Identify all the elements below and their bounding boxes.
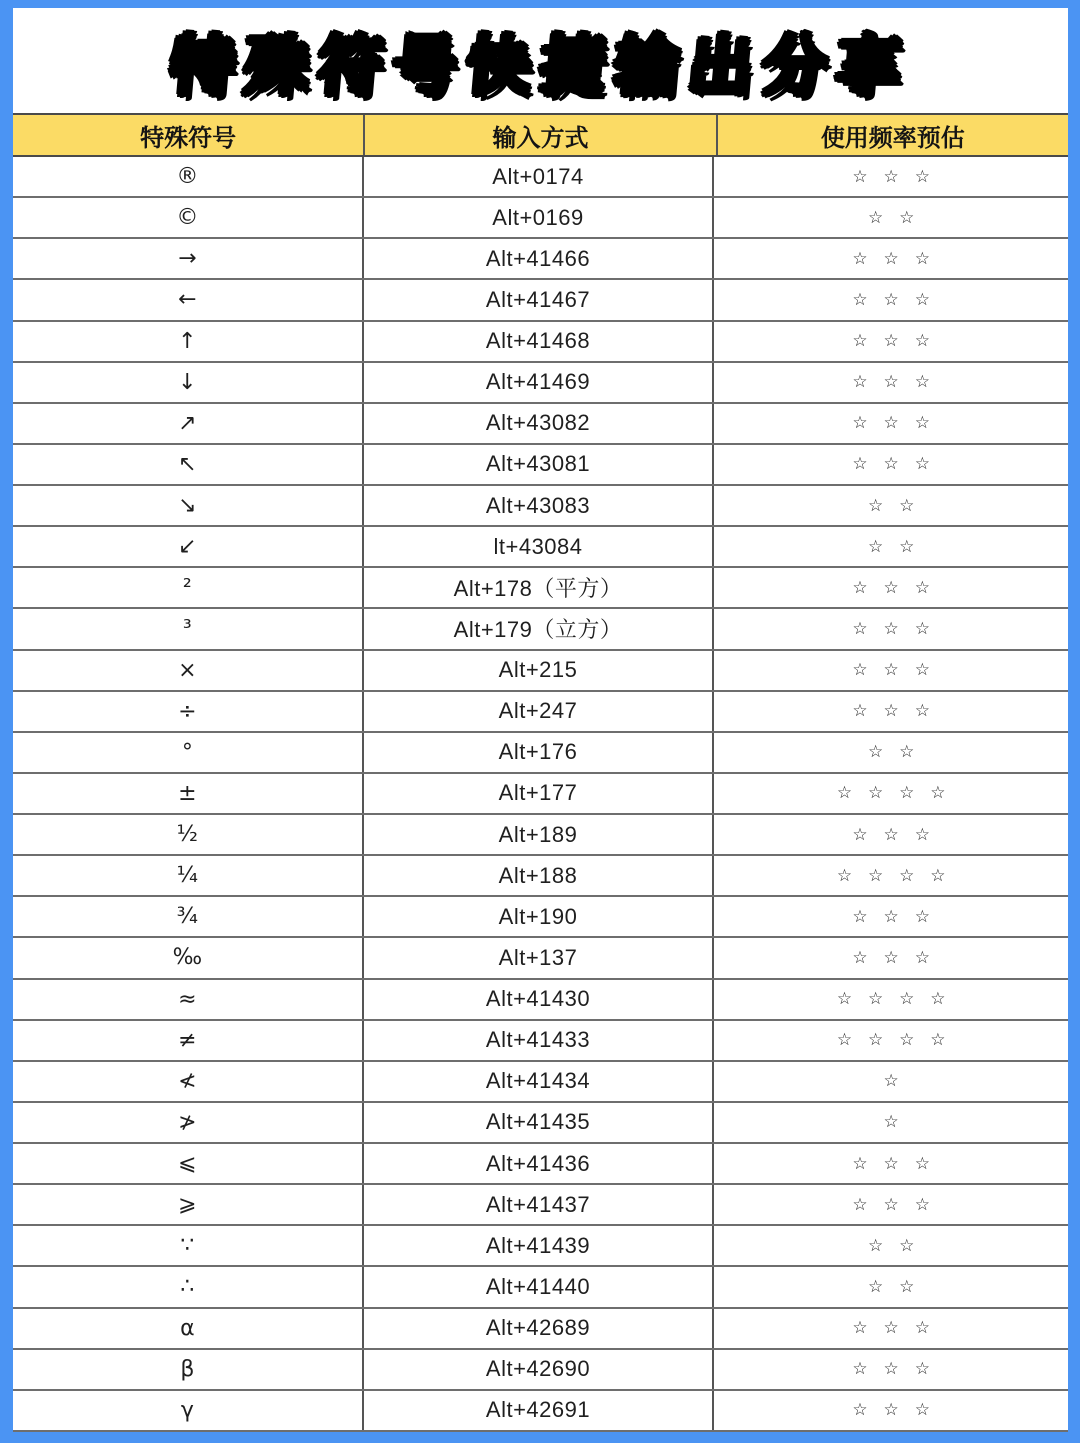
table-row <box>13 938 1068 979</box>
table-row <box>13 198 1068 239</box>
table-row <box>13 1350 1068 1391</box>
table-row <box>13 609 1068 650</box>
frequency-stars-cell: ☆ ☆ ☆ <box>852 1318 935 1339</box>
input-method-cell: Alt+41439 <box>364 1226 715 1265</box>
table-row <box>13 486 1068 527</box>
table-row <box>13 1391 1068 1432</box>
table-row <box>13 733 1068 774</box>
frequency-stars-cell: ☆ ☆ ☆ ☆ <box>836 1030 951 1051</box>
symbol-cell: α <box>13 1309 364 1348</box>
table-row <box>13 692 1068 733</box>
table-row <box>13 774 1068 815</box>
symbol-cell: ∴ <box>13 1267 364 1306</box>
frequency-stars-cell: ☆ ☆ ☆ ☆ <box>836 989 951 1010</box>
table-row <box>13 445 1068 486</box>
frequency-stars-cell: ☆ ☆ ☆ <box>852 906 935 927</box>
input-method-cell: Alt+42689 <box>364 1309 715 1348</box>
table-row <box>13 527 1068 568</box>
frequency-stars-cell: ☆ <box>883 1112 904 1133</box>
table-row <box>13 322 1068 363</box>
input-method-cell: Alt+0174 <box>364 157 715 196</box>
symbol-cell: ∵ <box>13 1226 364 1265</box>
symbol-cell: → <box>13 239 364 278</box>
symbol-cell: ¼ <box>13 856 364 895</box>
symbol-cell: ≯ <box>13 1103 364 1142</box>
input-method-cell: Alt+41468 <box>364 322 715 361</box>
symbol-cell: ≮ <box>13 1062 364 1101</box>
input-method-cell: Alt+137 <box>364 938 715 977</box>
input-method-cell: Alt+41433 <box>364 1021 715 1060</box>
input-method-cell: Alt+41436 <box>364 1144 715 1183</box>
frequency-stars-cell: ☆ ☆ ☆ <box>852 1194 935 1215</box>
frequency-stars-cell: ☆ ☆ <box>867 1235 920 1256</box>
table-row <box>13 1267 1068 1308</box>
frequency-stars-cell: ☆ <box>883 1071 904 1092</box>
frequency-stars-cell: ☆ ☆ ☆ <box>852 372 935 393</box>
frequency-stars-cell: ☆ ☆ <box>867 207 920 228</box>
table-body <box>13 157 1068 1432</box>
frequency-stars-cell: ☆ ☆ ☆ <box>852 331 935 352</box>
frequency-stars-cell: ☆ ☆ ☆ <box>852 701 935 722</box>
symbol-cell: γ <box>13 1391 364 1430</box>
table-row <box>13 1226 1068 1267</box>
input-method-cell: Alt+179（立方） <box>364 609 715 648</box>
input-method-cell: Alt+41466 <box>364 239 715 278</box>
table-row <box>13 404 1068 445</box>
input-method-cell: Alt+41430 <box>364 980 715 1019</box>
symbol-cell: ↗ <box>13 404 364 443</box>
symbol-cell: ® <box>13 157 364 196</box>
symbol-cell: ± <box>13 774 364 813</box>
input-method-cell: Alt+247 <box>364 692 715 731</box>
symbol-cell: ⩽ <box>13 1144 364 1183</box>
table-row <box>13 157 1068 198</box>
symbol-cell: ≈ <box>13 980 364 1019</box>
table-row <box>13 363 1068 404</box>
column-header-symbol: 特殊符号 <box>13 115 365 155</box>
frequency-stars-cell: ☆ ☆ ☆ ☆ <box>836 865 951 886</box>
symbol-cell: ° <box>13 733 364 772</box>
symbol-cell: ‰ <box>13 938 364 977</box>
table-row <box>13 1021 1068 1062</box>
input-method-cell: Alt+215 <box>364 651 715 690</box>
table-row <box>13 856 1068 897</box>
input-method-cell: Alt+190 <box>364 897 715 936</box>
symbol-cell: ← <box>13 280 364 319</box>
frequency-stars-cell: ☆ ☆ ☆ <box>852 947 935 968</box>
frequency-stars-cell: ☆ ☆ ☆ <box>852 413 935 434</box>
frequency-stars-cell: ☆ ☆ ☆ <box>852 289 935 310</box>
frequency-stars-cell: ☆ ☆ ☆ <box>852 248 935 269</box>
frequency-stars-cell: ☆ ☆ ☆ <box>852 166 935 187</box>
input-method-cell: Alt+41435 <box>364 1103 715 1142</box>
table-row <box>13 897 1068 938</box>
frequency-stars-cell: ☆ ☆ <box>867 536 920 557</box>
table-row <box>13 1309 1068 1350</box>
input-method-cell: Alt+41467 <box>364 280 715 319</box>
input-method-cell: Alt+178（平方） <box>364 568 715 607</box>
column-header-input: 输入方式 <box>365 115 717 155</box>
input-method-cell: Alt+176 <box>364 733 715 772</box>
table-row <box>13 280 1068 321</box>
table-row <box>13 239 1068 280</box>
frequency-stars-cell: ☆ ☆ ☆ <box>852 1359 935 1380</box>
table-row <box>13 980 1068 1021</box>
symbols-table <box>13 113 1068 1432</box>
table-row <box>13 651 1068 692</box>
symbol-cell: ↑ <box>13 322 364 361</box>
title-zone <box>13 8 1068 113</box>
input-method-cell: Alt+43082 <box>364 404 715 443</box>
column-header-frequency: 使用频率预估 <box>820 125 965 152</box>
frequency-stars-cell: ☆ ☆ <box>867 742 920 763</box>
input-method-cell: Alt+177 <box>364 774 715 813</box>
frequency-stars-cell: ☆ ☆ <box>867 1276 920 1297</box>
symbol-cell: ≠ <box>13 1021 364 1060</box>
table-row <box>13 1185 1068 1226</box>
input-method-cell: Alt+41437 <box>364 1185 715 1224</box>
input-method-cell: Alt+42691 <box>364 1391 715 1430</box>
symbol-cell: ² <box>13 568 364 607</box>
input-method-cell: Alt+41469 <box>364 363 715 402</box>
symbol-cell: ↙ <box>13 527 364 566</box>
frequency-stars-cell: ☆ ☆ ☆ ☆ <box>836 783 951 804</box>
input-method-cell: Alt+43083 <box>364 486 715 525</box>
frequency-stars-cell: ☆ ☆ ☆ <box>852 577 935 598</box>
input-method-cell: Alt+188 <box>364 856 715 895</box>
symbol-cell: ¾ <box>13 897 364 936</box>
symbol-cell: © <box>13 198 364 237</box>
table-row <box>13 1062 1068 1103</box>
table-row <box>13 568 1068 609</box>
frequency-stars-cell: ☆ ☆ ☆ <box>852 660 935 681</box>
frequency-stars-cell: ☆ ☆ <box>867 495 920 516</box>
input-method-cell: lt+43084 <box>364 527 715 566</box>
input-method-cell: Alt+41434 <box>364 1062 715 1101</box>
input-method-cell: Alt+41440 <box>364 1267 715 1306</box>
input-method-cell: Alt+189 <box>364 815 715 854</box>
symbol-cell: β <box>13 1350 364 1389</box>
table-row <box>13 815 1068 856</box>
table-row <box>13 1103 1068 1144</box>
frequency-stars-cell: ☆ ☆ ☆ <box>852 824 935 845</box>
table-header-row <box>13 115 1068 157</box>
symbol-cell: ↖ <box>13 445 364 484</box>
frequency-stars-cell: ☆ ☆ ☆ <box>852 1153 935 1174</box>
frequency-stars-cell: ☆ ☆ ☆ <box>852 618 935 639</box>
symbol-cell: ³ <box>13 609 364 648</box>
symbol-cell: ½ <box>13 815 364 854</box>
symbol-cell: ↓ <box>13 363 364 402</box>
input-method-cell: Alt+43081 <box>364 445 715 484</box>
input-method-cell: Alt+42690 <box>364 1350 715 1389</box>
card <box>13 8 1068 1432</box>
page-title: 特殊符号快捷输出分享 <box>166 29 914 102</box>
symbol-cell: ↘ <box>13 486 364 525</box>
symbol-cell: × <box>13 651 364 690</box>
symbol-cell: ÷ <box>13 692 364 731</box>
symbol-cell: ⩾ <box>13 1185 364 1224</box>
frequency-stars-cell: ☆ ☆ ☆ <box>852 1400 935 1421</box>
table-row <box>13 1144 1068 1185</box>
input-method-cell: Alt+0169 <box>364 198 715 237</box>
frequency-stars-cell: ☆ ☆ ☆ <box>852 454 935 475</box>
